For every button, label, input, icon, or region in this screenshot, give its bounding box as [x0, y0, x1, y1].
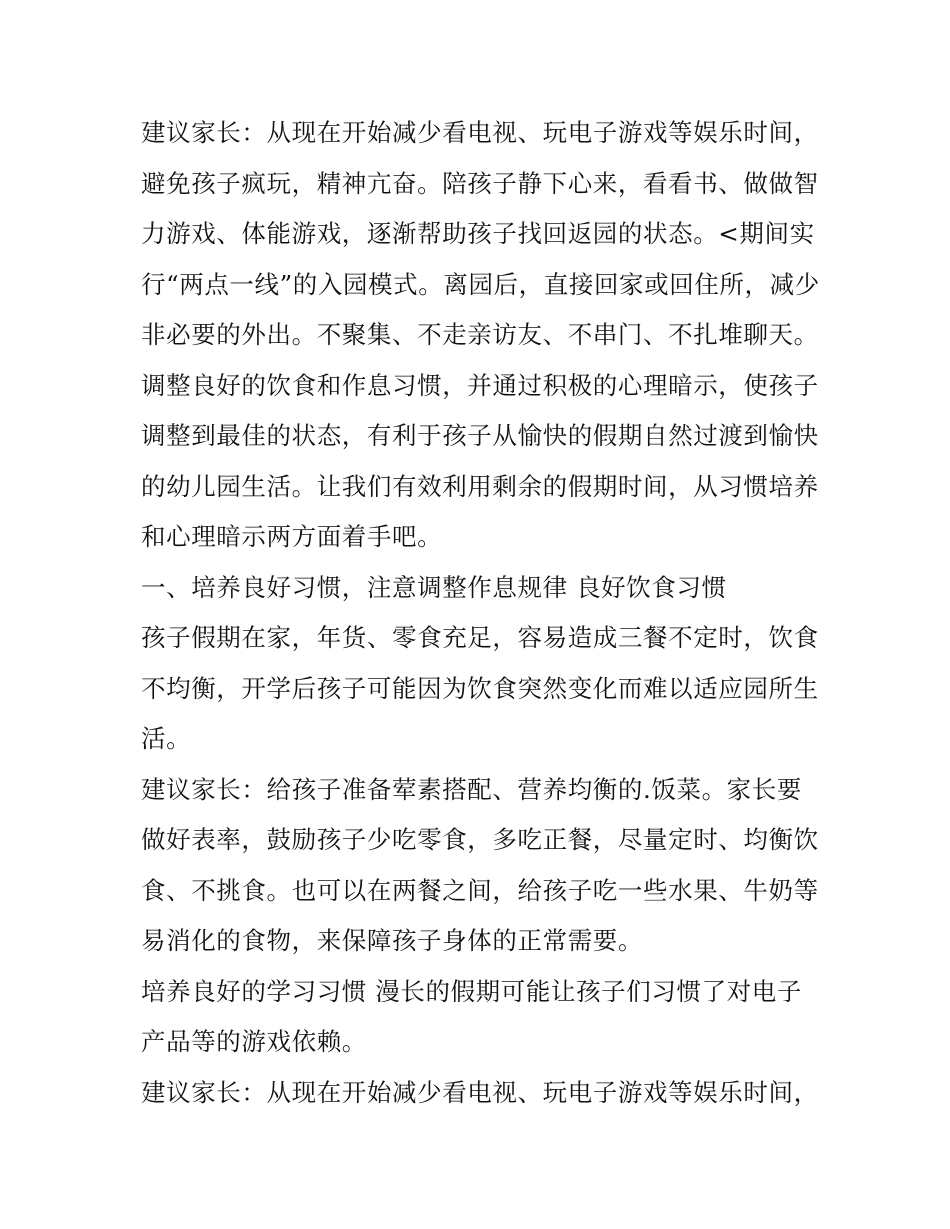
paragraph-advice-entertainment-repeat: 建议家长：从现在开始减少看电视、玩电子游戏等娱乐时间， — [141, 1077, 819, 1107]
paragraph-study-habits: 培养良好的学习习惯 漫长的假期可能让孩子们习惯了对电子产品等的游戏依赖。 — [141, 976, 802, 1056]
paragraph-advice-entertainment: 建议家长：从现在开始减少看电视、玩电子游戏等娱乐时间，避免孩子疯玩，精神亢奋。陪孩子静下心来，看看书、做做智力游戏、体能游戏，逐渐帮助孩子找回返园的状态。<期间实行“两点一线”的入园模式。离园后，直接回家或回住所，减少非必要的外出。不聚集、不走亲访友、不串门、不扎堆聊天。调整良好的饮食和作息习惯，并通过积极的心理暗示，使孩子调整到最佳的状态，有利于孩子从愉快的假期自然过渡到愉快的幼儿园生活。让我们有效利用剩余的假期时间，从习惯培养和心理暗示两方面着手吧。 — [141, 118, 820, 551]
section-heading-habits: 一、培养良好习惯，注意调整作息规律 良好饮食习惯 — [141, 572, 727, 602]
document-body — [141, 108, 821, 1118]
paragraph-diet-problem: 孩子假期在家，年货、零食充足，容易造成三餐不定时，饮食不均衡，开学后孩子可能因为饮食突然变化而难以适应园所生活。 — [141, 623, 819, 753]
paragraph-advice-diet: 建议家长：给孩子准备荤素搭配、营养均衡的.饭菜。家长要做好表率，鼓励孩子少吃零食，多吃正餐，尽量定时、均衡饮食、不挑食。也可以在两餐之间，给孩子吃一些水果、牛奶等易消化的食物，来保障孩子身体的正常需要。 — [141, 774, 819, 955]
